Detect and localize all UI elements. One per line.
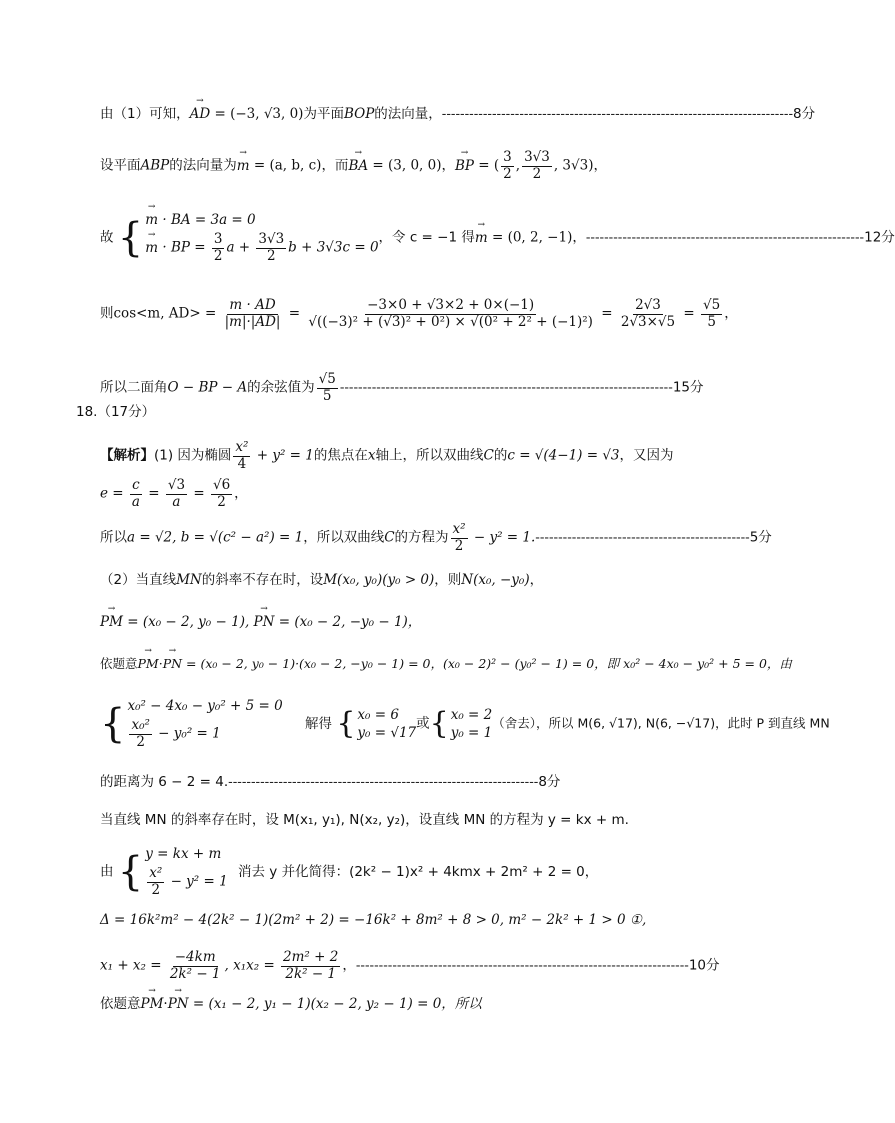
line-9 xyxy=(100,572,543,588)
curve-name: C xyxy=(483,447,494,464)
text: 消去 y 并化简得：(2k² − 1)x² + 4kmx + 2m² + 2 = 0， xyxy=(238,863,599,880)
text: 的法向量为 xyxy=(169,157,237,174)
numerator: −3×0 + √3×2 + 0×(−1) xyxy=(367,297,535,313)
numerator: 3 xyxy=(503,149,512,165)
denominator: 2 xyxy=(213,247,223,264)
numerator: m · AD xyxy=(229,297,276,313)
text: ，而 xyxy=(321,157,349,174)
vector-ba: → BA xyxy=(348,158,368,174)
text: , 3√3)， xyxy=(553,157,607,174)
vector-m: → m xyxy=(145,240,158,256)
vector-value: = (3, 0, 0) xyxy=(368,157,442,174)
text: 或 xyxy=(416,715,430,732)
score-mark: 5分 xyxy=(749,529,772,546)
score-mark: 12分 xyxy=(864,229,895,246)
score-mark: 15分 xyxy=(672,379,704,396)
text: 的方程为 xyxy=(394,529,449,546)
equation: e = xyxy=(100,485,128,502)
system-row: x₀² − 4x₀ − y₀² + 5 = 0 xyxy=(127,698,283,714)
text: 的距离为 6 − 2 = 4. xyxy=(100,774,229,790)
brace: { xyxy=(336,706,356,742)
analysis-tag: 【解析】 xyxy=(100,447,154,464)
denominator: 2k² − 1 xyxy=(169,965,221,982)
vector-value: = ( xyxy=(474,157,500,174)
fraction xyxy=(166,478,187,510)
text: 设平面 xyxy=(100,157,141,174)
fraction xyxy=(619,298,677,330)
equation: · BP = xyxy=(162,239,210,256)
equation: = (x₀ − 2, y₀ − 1)·(x₀ − 2, −y₀ − 1) = 0，(x₀ − 2)² − (y₀² − 1) = 0，即 x₀² − 4x₀ − y₀² + 5 = 0，由 xyxy=(182,656,792,671)
vector-m: → m xyxy=(475,230,488,246)
solution-system xyxy=(430,707,493,741)
system-row: x₀ = 6 xyxy=(357,706,399,723)
solution-system xyxy=(336,707,416,741)
text: ，又因为 xyxy=(619,447,674,464)
denominator: a xyxy=(172,493,181,510)
text: 的法向量， xyxy=(374,106,442,122)
line-16: Δ = 16k²m² − 4(2k² − 1)(2m² + 2) = −16k² + 8m² + 8 > 0, m² − 2k² + 1 > 0 ①, xyxy=(100,912,647,928)
denominator: 4 xyxy=(237,455,247,472)
numerator: 3√3 xyxy=(258,231,285,248)
denominator: 2 xyxy=(532,165,542,182)
text: ， xyxy=(724,305,738,322)
text: 的 xyxy=(493,447,508,464)
vector-value: = (−3, √3, 0) xyxy=(210,106,304,122)
axis-name: x xyxy=(367,447,376,464)
brace: { xyxy=(100,701,126,748)
line-8 xyxy=(100,522,772,554)
text: 所以二面角 xyxy=(100,379,168,396)
equation: b + 3√3c = 0 xyxy=(288,239,379,256)
equation: − y₀² = 1 xyxy=(153,725,221,742)
brace: { xyxy=(117,215,144,262)
system-row: y = kx + m xyxy=(145,846,222,862)
point-m: M(x₀, y₀)(y₀ > 0) xyxy=(323,572,435,588)
text: 由 xyxy=(100,863,114,880)
fraction xyxy=(233,440,250,472)
equation-system xyxy=(118,846,228,898)
denominator: 2 xyxy=(266,247,276,264)
line-2: 设平面ABP的法向量为→ m = (a, b, c)，而→ BA = (3, 0, 0)，→ BP = ( $\frac{3}{2}$ , $\frac{3√3}{2}$ , 3√3)， xyxy=(100,150,607,182)
vector-value: = (0, 2, −1)， xyxy=(487,229,586,246)
equation: c = √(4−1) = √3 xyxy=(507,447,620,464)
score-mark: 10分 xyxy=(688,957,720,974)
denominator: √((−3)² + (√3)² + 0²) × √(0² + 2² + (−1)²) xyxy=(308,313,593,330)
fraction xyxy=(701,298,722,330)
line-5 xyxy=(100,372,704,404)
equation-system xyxy=(100,698,283,750)
numerator: c xyxy=(132,477,140,493)
equals: = xyxy=(679,305,700,322)
equation: a + xyxy=(226,239,255,256)
equation: − y² = 1. xyxy=(469,529,536,546)
text: 的余弦值为 xyxy=(247,379,315,396)
fraction xyxy=(129,718,151,750)
system-row xyxy=(127,718,282,750)
text: 依题意 xyxy=(100,996,141,1012)
numerator: √5 xyxy=(703,297,721,313)
equation: a = √2, b = √(c² − a²) = 1 xyxy=(127,529,304,546)
numerator: 3 xyxy=(213,231,223,248)
vector-m: → m xyxy=(237,158,250,174)
brace: { xyxy=(429,706,449,742)
numerator: x² xyxy=(452,521,466,537)
equation: , x₁x₂ = xyxy=(224,957,280,974)
score-leader: ----------------------------------------------- xyxy=(535,529,750,546)
numerator: x² xyxy=(235,439,249,455)
vector-value: = (x₀ − 2, −y₀ − 1)， xyxy=(274,614,422,630)
curve-name: C xyxy=(384,529,395,546)
fraction xyxy=(212,232,225,264)
equation: x₁ + x₂ = xyxy=(100,957,166,974)
line-17 xyxy=(100,950,720,982)
line-13 xyxy=(100,774,560,790)
system-row: y₀ = 1 xyxy=(450,725,493,742)
equals: = xyxy=(284,305,305,322)
denominator: 2√3×√5 xyxy=(620,313,676,330)
denominator: 2 xyxy=(136,733,145,750)
line-7 xyxy=(100,478,248,510)
numerator: √5 xyxy=(318,371,336,387)
equals: = xyxy=(143,485,164,502)
score-leader: ------------------------------------------------------------------------- xyxy=(339,379,673,396)
line-1 xyxy=(100,106,815,122)
text: ，所以双曲线 xyxy=(303,529,385,546)
numerator: x₀² xyxy=(131,717,150,734)
vector-pm: → PM xyxy=(138,656,159,671)
line-15 xyxy=(100,846,598,898)
fraction xyxy=(306,298,595,330)
denominator: 2k² − 1 xyxy=(285,965,337,982)
score-leader: ------------------------------------------------------------- xyxy=(585,229,865,246)
vector-bp: → BP xyxy=(455,158,474,174)
equation: + y² = 1 xyxy=(252,447,314,464)
denominator: |m|·|AD| xyxy=(224,313,281,330)
dihedral-angle: O − BP − A xyxy=(167,379,248,396)
line-14: 当直线 MN 的斜率存在时，设 M(x₁, y₁), N(x₂, y₂)，设直线 MN 的方程为 y = kx + m. xyxy=(100,812,629,828)
line-6 xyxy=(100,440,674,472)
text: 所以 xyxy=(100,529,127,546)
fraction xyxy=(317,372,338,404)
equation: − y² = 1 xyxy=(166,873,228,890)
vector-m: → m xyxy=(145,212,158,228)
numerator: −4km xyxy=(174,949,216,965)
vector-pn: → PN xyxy=(168,996,189,1012)
text: ，令 c = −1 得 xyxy=(378,229,475,246)
numerator: 3√3 xyxy=(524,149,550,165)
vector-pn: → PN xyxy=(163,656,182,671)
text: ， xyxy=(234,485,248,502)
line-18: 依题意→ PM·→ PN = (x₁ − 2, y₁ − 1)(x₂ − 2, y₂ − 1) = 0，所以 xyxy=(100,996,482,1012)
equation: · BA = 3a = 0 xyxy=(162,212,256,228)
text: 依题意 xyxy=(100,656,138,671)
denominator: 5 xyxy=(322,387,332,404)
text: ，则 xyxy=(434,572,462,588)
text: ， xyxy=(342,957,356,974)
equation-system xyxy=(118,212,379,264)
plane-name: ABP xyxy=(140,157,170,174)
text: ， xyxy=(529,572,544,588)
score-leader: ----------------------------------------------------------------------------- xyxy=(441,106,794,122)
denominator: a xyxy=(131,493,140,510)
plane-name: BOP xyxy=(343,106,375,122)
vector-pm: → PM xyxy=(141,996,164,1012)
text: 轴上，所以双曲线 xyxy=(375,447,484,464)
text: (1) 因为椭圆 xyxy=(154,447,232,464)
equation: = (x₁ − 2, y₁ − 1)(x₂ − 2, y₂ − 1) = 0，所以 xyxy=(188,996,482,1012)
cosine-expression: cos<m, AD> = xyxy=(113,305,221,322)
point-n: N(x₀, −y₀) xyxy=(461,572,530,588)
denominator: 2 xyxy=(151,881,161,898)
denominator: 2 xyxy=(503,165,512,182)
text: 为平面 xyxy=(303,106,344,122)
system-row xyxy=(145,212,378,228)
text: 由（1）可知， xyxy=(100,106,190,122)
fraction xyxy=(211,478,232,510)
system-row: y₀ = √17 xyxy=(357,725,417,742)
system-row: x₀ = 2 xyxy=(450,706,493,723)
line-4 xyxy=(100,298,738,330)
line-12 xyxy=(100,698,830,750)
numerator: x² xyxy=(149,865,163,882)
line-11: 依题意→ PM·→ PN = (x₀ − 2, y₀ − 1)·(x₀ − 2, −y₀ − 1) = 0，(x₀ − 2)² − (y₀² − 1) = 0，即 x₀² − 4x₀ − y₀² + 5 = 0，由 xyxy=(100,656,792,671)
score-leader: ------------------------------------------------------------------------- xyxy=(355,957,689,974)
text: 的斜率不存在时，设 xyxy=(201,572,324,588)
fraction xyxy=(451,522,468,554)
text: （2）当直线 xyxy=(100,572,177,588)
question-header: 18.（17分） xyxy=(76,404,156,420)
text: ， xyxy=(441,157,455,174)
fraction xyxy=(223,298,283,330)
fraction xyxy=(256,232,286,264)
score-mark: 8分 xyxy=(538,774,561,790)
vector-value: = (a, b, c) xyxy=(249,157,322,174)
text: 故 xyxy=(100,229,114,246)
numerator: 2√3 xyxy=(635,297,661,313)
line-name: MN xyxy=(176,572,202,588)
numerator: √3 xyxy=(167,477,186,493)
vector-ad: → AD xyxy=(190,106,211,122)
brace: { xyxy=(117,849,144,896)
numerator: √6 xyxy=(212,477,231,493)
text: 的焦点在 xyxy=(313,447,368,464)
equals: = xyxy=(189,485,209,502)
text: 则 xyxy=(100,305,114,322)
system-row xyxy=(145,232,378,264)
system-row xyxy=(145,866,227,898)
fraction xyxy=(168,950,223,982)
text: 解得 xyxy=(305,715,333,732)
vector-pn: → PN xyxy=(254,614,275,630)
vector-pm: → PM xyxy=(100,614,123,630)
numerator: 2m² + 2 xyxy=(283,949,339,965)
denominator: 2 xyxy=(217,493,226,510)
line-3 xyxy=(100,212,895,264)
denominator: 5 xyxy=(707,313,716,330)
equals: = xyxy=(596,305,617,322)
denominator: 2 xyxy=(454,537,464,554)
fraction xyxy=(501,150,514,182)
text: （舍去），所以 M(6, √17), N(6, −√17)，此时 P 到直线 MN xyxy=(492,715,830,731)
fraction xyxy=(281,950,340,982)
score-leader: -------------------------------------------------------------------- xyxy=(228,774,539,790)
fraction xyxy=(522,150,552,182)
fraction xyxy=(147,866,164,898)
line-10 xyxy=(100,614,421,630)
fraction xyxy=(130,478,142,510)
score-mark: 8分 xyxy=(793,106,816,122)
vector-value: = (x₀ − 2, y₀ − 1), xyxy=(122,614,254,630)
